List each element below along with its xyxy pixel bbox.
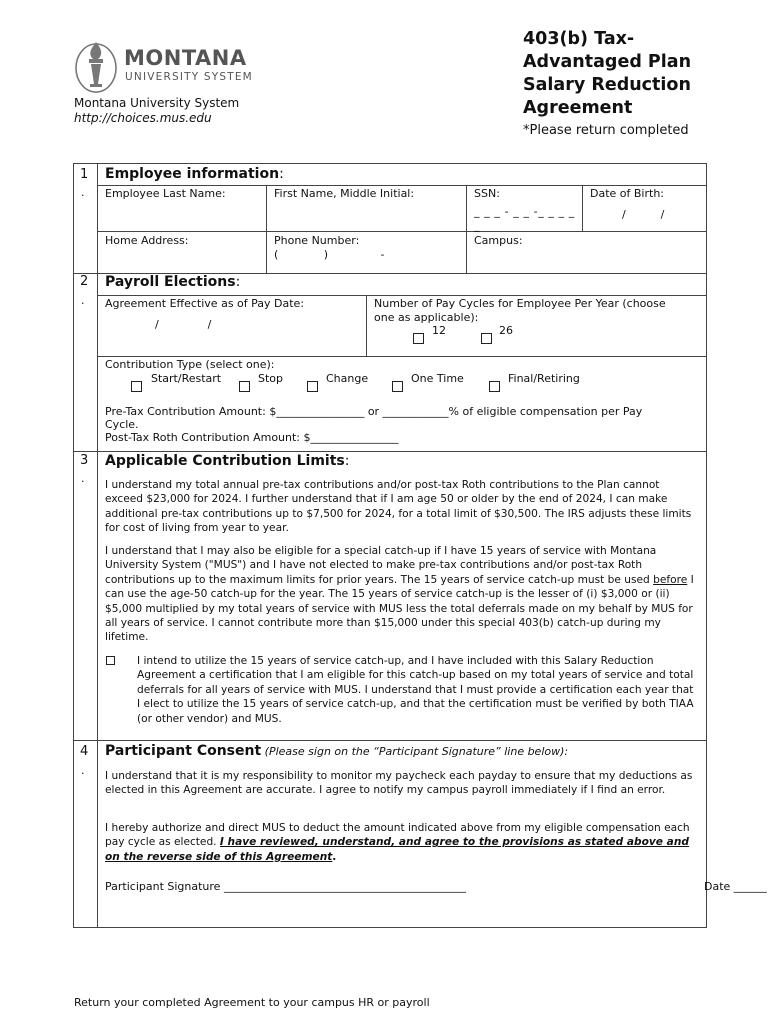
divider: [366, 295, 367, 356]
section-2-dot: .: [81, 294, 85, 307]
section-3-dot: .: [81, 472, 85, 485]
section-2-heading-text: Payroll Elections: [105, 274, 236, 290]
contribution-limits-paragraph: I understand my total annual pre-tax contributions and/or post-tax Roth contributions to the Plan cannot exceed $23,000 for 2024. I further understand that if I am age 50 or older by the end of 2024, I can make additional pre-tax contributions up to $7,500 for 2024, for a total limit of $30,500. The IRS adjusts these limits for cost of living from year to year.: [105, 479, 692, 535]
divider: [266, 185, 267, 273]
divider: [466, 185, 467, 273]
date-field[interactable]: Date ______: [704, 880, 767, 893]
authorization-period: .: [332, 850, 337, 863]
section-1-heading-text: Employee information: [105, 166, 280, 182]
effective-date-field[interactable]: Agreement Effective as of Pay Date:: [105, 297, 305, 310]
authorization-paragraph: [105, 821, 695, 864]
effective-date-format: / /: [155, 318, 212, 331]
pretax-amount-field[interactable]: Pre-Tax Contribution Amount: $________________ or ____________% of eligible compensation per Pay: [105, 405, 643, 418]
divider: [73, 740, 707, 741]
return-note: *Please return completed: [523, 123, 689, 138]
first-name-field[interactable]: First Name, Middle Initial:: [274, 187, 415, 200]
org-name: Montana University System: [74, 96, 240, 110]
authorization-agreement: I have reviewed, understand, and agree to the provisions as stated above and on the reverse: [105, 836, 689, 863]
pay-cycles-label-cont: one as applicable):: [374, 311, 479, 324]
divider: [97, 356, 707, 357]
title-line: Agreement: [523, 98, 633, 118]
authorization-text: I hereby authorize and direct MUS to deduct the amount indicated above from my eligible compensation each pay cycle as elected.: [105, 822, 690, 849]
home-address-field[interactable]: Home Address:: [105, 234, 189, 247]
divider: [97, 185, 707, 186]
catch-up-checkbox[interactable]: [106, 656, 115, 665]
section-2-colon: :: [235, 274, 241, 290]
catch-up-text-a: I understand that I may also be eligible for a special catch-up if I have 15 years of service with Montana University System ("MUS") and I have not elected to make pre-tax contributions and/or post-tax Roth contributions up to the maximum limits for prior years. The 15 years of service catch-up must be used: [105, 545, 657, 586]
title-line: Salary Reduction: [523, 75, 691, 95]
footer-note: Return your completed Agreement to your campus HR or payroll: [74, 996, 430, 1009]
title-line: Advantaged Plan: [523, 52, 692, 72]
type-stop-checkbox[interactable]: [239, 381, 250, 392]
type-one-time-checkbox[interactable]: [392, 381, 403, 392]
cycle-26-label: 26: [499, 324, 513, 337]
ssn-field[interactable]: SSN:: [474, 187, 500, 200]
campus-field[interactable]: Campus:: [474, 234, 523, 247]
pretax-amount-cont: Cycle.: [105, 418, 139, 431]
torch-icon: [74, 38, 118, 94]
logo-subtext: UNIVERSITY SYSTEM: [125, 71, 253, 83]
type-final-retiring-label: Final/Retiring: [508, 372, 580, 385]
org-url: http://choices.mus.edu: [74, 111, 212, 125]
type-start-restart-label: Start/Restart: [151, 372, 222, 385]
section-1-dot: .: [81, 186, 85, 199]
type-change-label: Change: [326, 372, 369, 385]
cycle-26-checkbox[interactable]: [481, 333, 492, 344]
divider: [73, 451, 707, 452]
roth-amount-field[interactable]: Post-Tax Roth Contribution Amount: $________________: [105, 431, 399, 444]
ssn-format-tail: _: [474, 219, 480, 232]
phone-format: ( ) -: [274, 248, 385, 261]
document-title: [523, 28, 743, 120]
dob-field[interactable]: Date of Birth:: [590, 187, 665, 200]
cycle-12-checkbox[interactable]: [413, 333, 424, 344]
montana-university-system-logo: [74, 38, 254, 94]
catch-up-text-b: I can use the age-50 catch-up for the year. The 15 years of service catch-up is the lesser of (i) $3,000 or (ii) $5,000 multiplied by my total years of service with MUS less the total deferrals made on my behalf by MUS for all years of service. I cannot contribute more than $15,000 under this special 403(b) catch-up during my lifetime.: [105, 573, 694, 644]
logo-wordmark: MONTANA: [124, 46, 247, 70]
section-3-number: 3: [80, 453, 89, 468]
ssn-format: _ _ _ - _ _ -_ _ _ _: [474, 205, 575, 218]
type-one-time-label: One Time: [411, 372, 464, 385]
cycle-12-label: 12: [432, 324, 446, 337]
divider: [97, 231, 707, 232]
section-4-heading: [105, 743, 568, 759]
pay-cycles-label: Number of Pay Cycles for Employee Per Year (choose: [374, 297, 666, 310]
section-3-heading: [105, 453, 349, 469]
section-4-heading-text: Participant Consent: [105, 743, 262, 759]
phone-field[interactable]: Phone Number:: [274, 234, 360, 247]
contribution-type-label: Contribution Type (select one):: [105, 358, 275, 371]
participant-signature-field[interactable]: Participant Signature ____________________________________________: [105, 880, 466, 893]
section-4-dot: .: [81, 764, 85, 777]
last-name-field[interactable]: Employee Last Name:: [105, 187, 226, 200]
divider: [97, 295, 707, 296]
section-3-colon: :: [344, 453, 350, 469]
section-4-heading-note: (Please sign on the “Participant Signature” line below):: [261, 745, 569, 758]
type-start-restart-checkbox[interactable]: [131, 381, 142, 392]
section-2-heading: [105, 274, 240, 290]
catch-up-paragraph: [105, 544, 695, 645]
section-1-colon: :: [279, 166, 284, 182]
consent-paragraph: I understand that it is my responsibility to monitor my paycheck each payday to ensure that my deductions as elected in this Agreement are accurate. I agree to notify my campus payroll immediately if I find an error.: [105, 770, 693, 797]
section-1-number: 1: [80, 167, 89, 182]
authorization-reverse: side of this Agreement: [192, 850, 333, 863]
section-4-number: 4: [80, 744, 89, 759]
type-change-checkbox[interactable]: [307, 381, 318, 392]
divider: [582, 185, 583, 231]
catch-up-election-text: I intend to utilize the 15 years of service catch-up, and I have included with this Salary Reduction Agreement a certification that I am eligible for this catch-up based on my total years of service and total deferrals for all years of service with MUS. I understand that I must provide a certification each year that I elect to utilize the 15 years of service catch-up, and that the certification must be verified by both TIAA (or other vendor) and MUS.: [137, 655, 694, 725]
catch-up-before: before: [653, 573, 688, 586]
number-column-divider: [97, 163, 98, 928]
type-final-retiring-checkbox[interactable]: [489, 381, 500, 392]
title-line: 403(b) Tax-: [523, 29, 635, 49]
type-stop-label: Stop: [258, 372, 284, 385]
dob-format: / /: [622, 208, 665, 221]
section-2-number: 2: [80, 274, 89, 289]
section-1-heading: [105, 166, 284, 182]
section-3-heading-text: Applicable Contribution Limits: [105, 453, 345, 469]
